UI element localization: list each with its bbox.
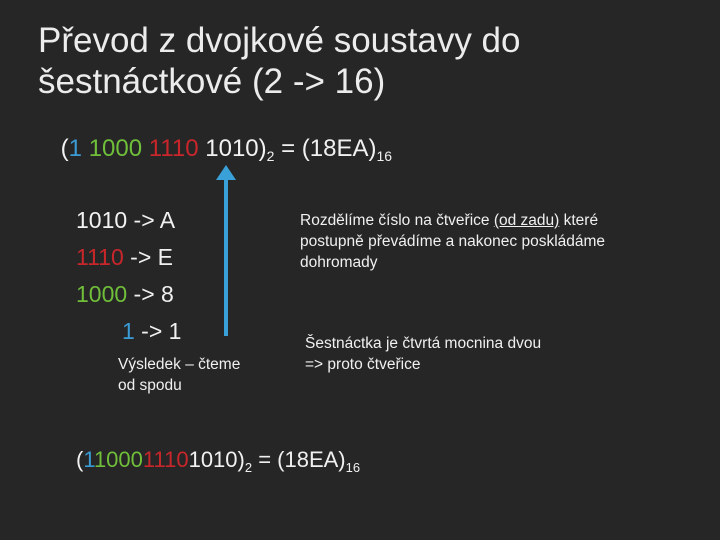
- group-row: [76, 313, 181, 350]
- result-note-line-1: Výsledek – čteme: [118, 356, 241, 373]
- bottom-group-4: 1010: [188, 447, 238, 472]
- main-group-3: 1110: [148, 135, 199, 162]
- bottom-group-2: 1000: [93, 447, 143, 472]
- group-result: -> 8: [127, 281, 174, 307]
- title-line-2: šestnáctkové (2 -> 16): [38, 62, 386, 101]
- explanation-power-line-1: Šestnáctka je čtvrtá mocnina dvou: [305, 335, 542, 352]
- main-base-to: 16: [376, 148, 393, 164]
- arrow-shaft: [224, 176, 228, 336]
- group-result: -> A: [127, 207, 176, 233]
- explanation-text-end: které postupně převádíme a nakonec poskládáme dohromady: [300, 212, 606, 271]
- title-line-1: Převod z dvojkové soustavy do: [38, 21, 521, 60]
- group-bits: 1: [122, 318, 135, 344]
- bottom-base-to: 16: [345, 460, 361, 475]
- group-row: [76, 239, 181, 276]
- group-bits: 1000: [76, 281, 128, 307]
- group-row: [76, 202, 181, 239]
- group-bits: 1110: [76, 244, 124, 270]
- result-note-line-2: od spodu: [118, 377, 182, 394]
- explanation-power: [305, 333, 605, 375]
- main-group-2: 1000: [88, 135, 143, 162]
- bottom-group-1: 1: [83, 447, 94, 472]
- bottom-close-paren: ): [237, 447, 245, 472]
- group-bits: 1010: [76, 207, 128, 233]
- explanation-power-line-2: => proto čtveřice: [305, 356, 421, 373]
- main-conversion: [48, 134, 392, 164]
- explanation-underlined: (od zadu): [493, 212, 560, 229]
- main-group-1: 1: [68, 135, 83, 162]
- bottom-result: [76, 447, 360, 475]
- explanation-groups: [300, 210, 645, 273]
- main-open-paren: (: [60, 135, 69, 162]
- result-note: [118, 354, 288, 396]
- bottom-equals-result: = (18EA): [252, 447, 346, 472]
- group-result: -> 1: [134, 318, 182, 344]
- bottom-group-3: 1110: [142, 447, 189, 472]
- slide-title: [38, 20, 520, 102]
- bottom-base-from: 2: [244, 460, 253, 475]
- main-close-paren: ): [258, 135, 267, 162]
- main-equals-result: = (18EA): [274, 135, 377, 162]
- main-base-from: 2: [266, 148, 275, 164]
- group-list: [76, 202, 181, 350]
- group-result: -> E: [123, 244, 173, 270]
- group-row: [76, 276, 181, 313]
- explanation-text-start: Rozdělíme číslo na čtveřice: [300, 212, 494, 229]
- bottom-open-paren: (: [76, 447, 84, 472]
- main-group-4: 1010: [205, 135, 259, 162]
